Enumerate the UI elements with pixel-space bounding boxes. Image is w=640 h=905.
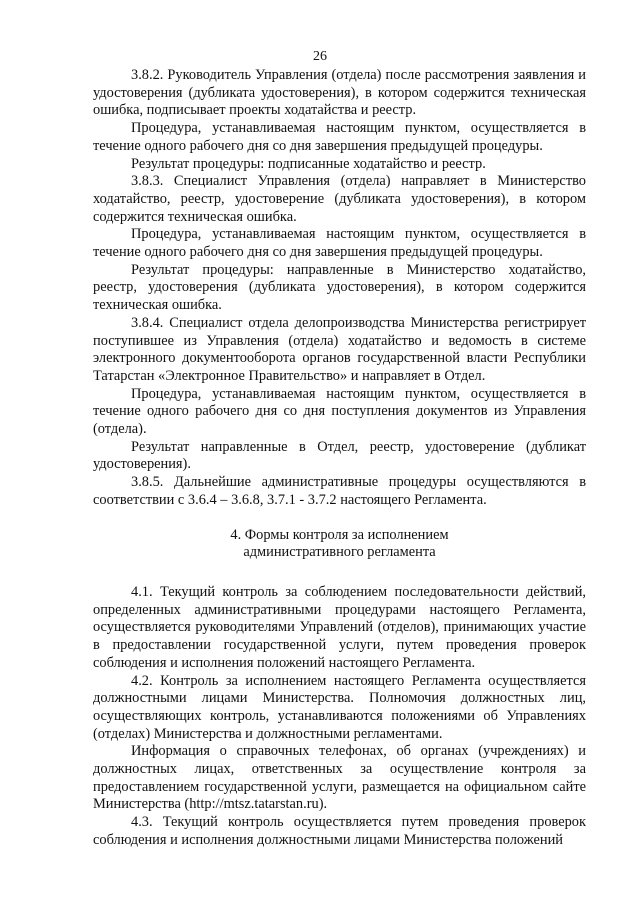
paragraph-3-8-3: 3.8.3. Специалист Управления (отдела) направляет в Министерство ходатайство, реестр, удостоверение (дубликата удостоверения), в котором содержится техническая ошибка. (93, 173, 586, 225)
paragraph-contact-info: Информация о справочных телефонах, об органах (учреждениях) и должностных лицах, ответственных за осуществление контроля за предоставлением государственной услуги, размещается на официальном сайте Министерства (http://mtsz.tatarstan.ru). (93, 743, 586, 813)
paragraph-3-8-5: 3.8.5. Дальнейшие административные процедуры осуществляются в соответствии с 3.6.4 – 3.6.8, 3.7.1 - 3.7.2 настоящего Регламента. (93, 474, 586, 508)
paragraph-3-8-2: 3.8.2. Руководитель Управления (отдела) после рассмотрения заявления и удостоверения (дубликата удостоверения), в котором содержится техническая ошибка, подписывает проекты ходатайства и реестр. (93, 67, 586, 119)
section-heading (93, 527, 586, 562)
paragraph-procedure-result: Результат процедуры: подписанные ходатайство и реестр. (131, 155, 486, 172)
paragraph-procedure-result: Результат направленные в Отдел, реестр, удостоверение (дубликат удостоверения). (93, 438, 586, 473)
paragraph-procedure-duration: Процедура, устанавливаемая настоящим пунктом, осуществляется в течение одного рабочего дня со дня завершения предыдущей процедуры. (93, 226, 586, 261)
paragraph-4-2: 4.2. Контроль за исполнением настоящего Регламента осуществляется должностными лицами Министерства. Полномочия должностных лиц, осуществляющих контроль, устанавливаются положениями об Управлениях (отделах) Министерства и должностными регламентами. (93, 672, 586, 742)
paragraph-3-8-4: 3.8.4. Специалист отдела делопроизводства Министерства регистрирует поступившее из Управления (отдела) ходатайство и ведомость в системе электронного документооборота органов государственной власти Республики Татарстан «Электронное Правительство» и направляет в Отдел. (93, 314, 586, 384)
paragraph-procedure-duration: Процедура, устанавливаемая настоящим пунктом, осуществляется в течение одного рабочего дня со дня завершения предыдущей процедуры. (93, 120, 586, 154)
section-heading-line-2: административного регламента (243, 544, 436, 561)
page-number: 26 (313, 49, 327, 64)
page-body (93, 67, 586, 850)
paragraph-procedure-duration: Процедура, устанавливаемая настоящим пунктом, осуществляется в течение одного рабочего дня со дня поступления документов из Управления (отдела). (93, 385, 586, 438)
paragraph-4-3: 4.3. Текущий контроль осуществляется путем проведения проверок соблюдения и исполнения должностными лицами Министерства положений (93, 814, 586, 848)
paragraph-4-1: 4.1. Текущий контроль за соблюдением последовательности действий, определенных административными процедурами настоящего Регламента, осуществляется руководителями Управлений (отделов), принимающих участие в предоставлении государственной услуги, путем проведения проверок соблюдения и исполнения положений настоящего Регламента. (93, 583, 586, 671)
section-heading-line-1: 4. Формы контроля за исполнением (230, 526, 449, 543)
paragraph-procedure-result: Результат процедуры: направленные в Министерство ходатайство, реестр, удостоверения (дубликата удостоверения), в котором содержится техническая ошибка. (93, 261, 586, 314)
